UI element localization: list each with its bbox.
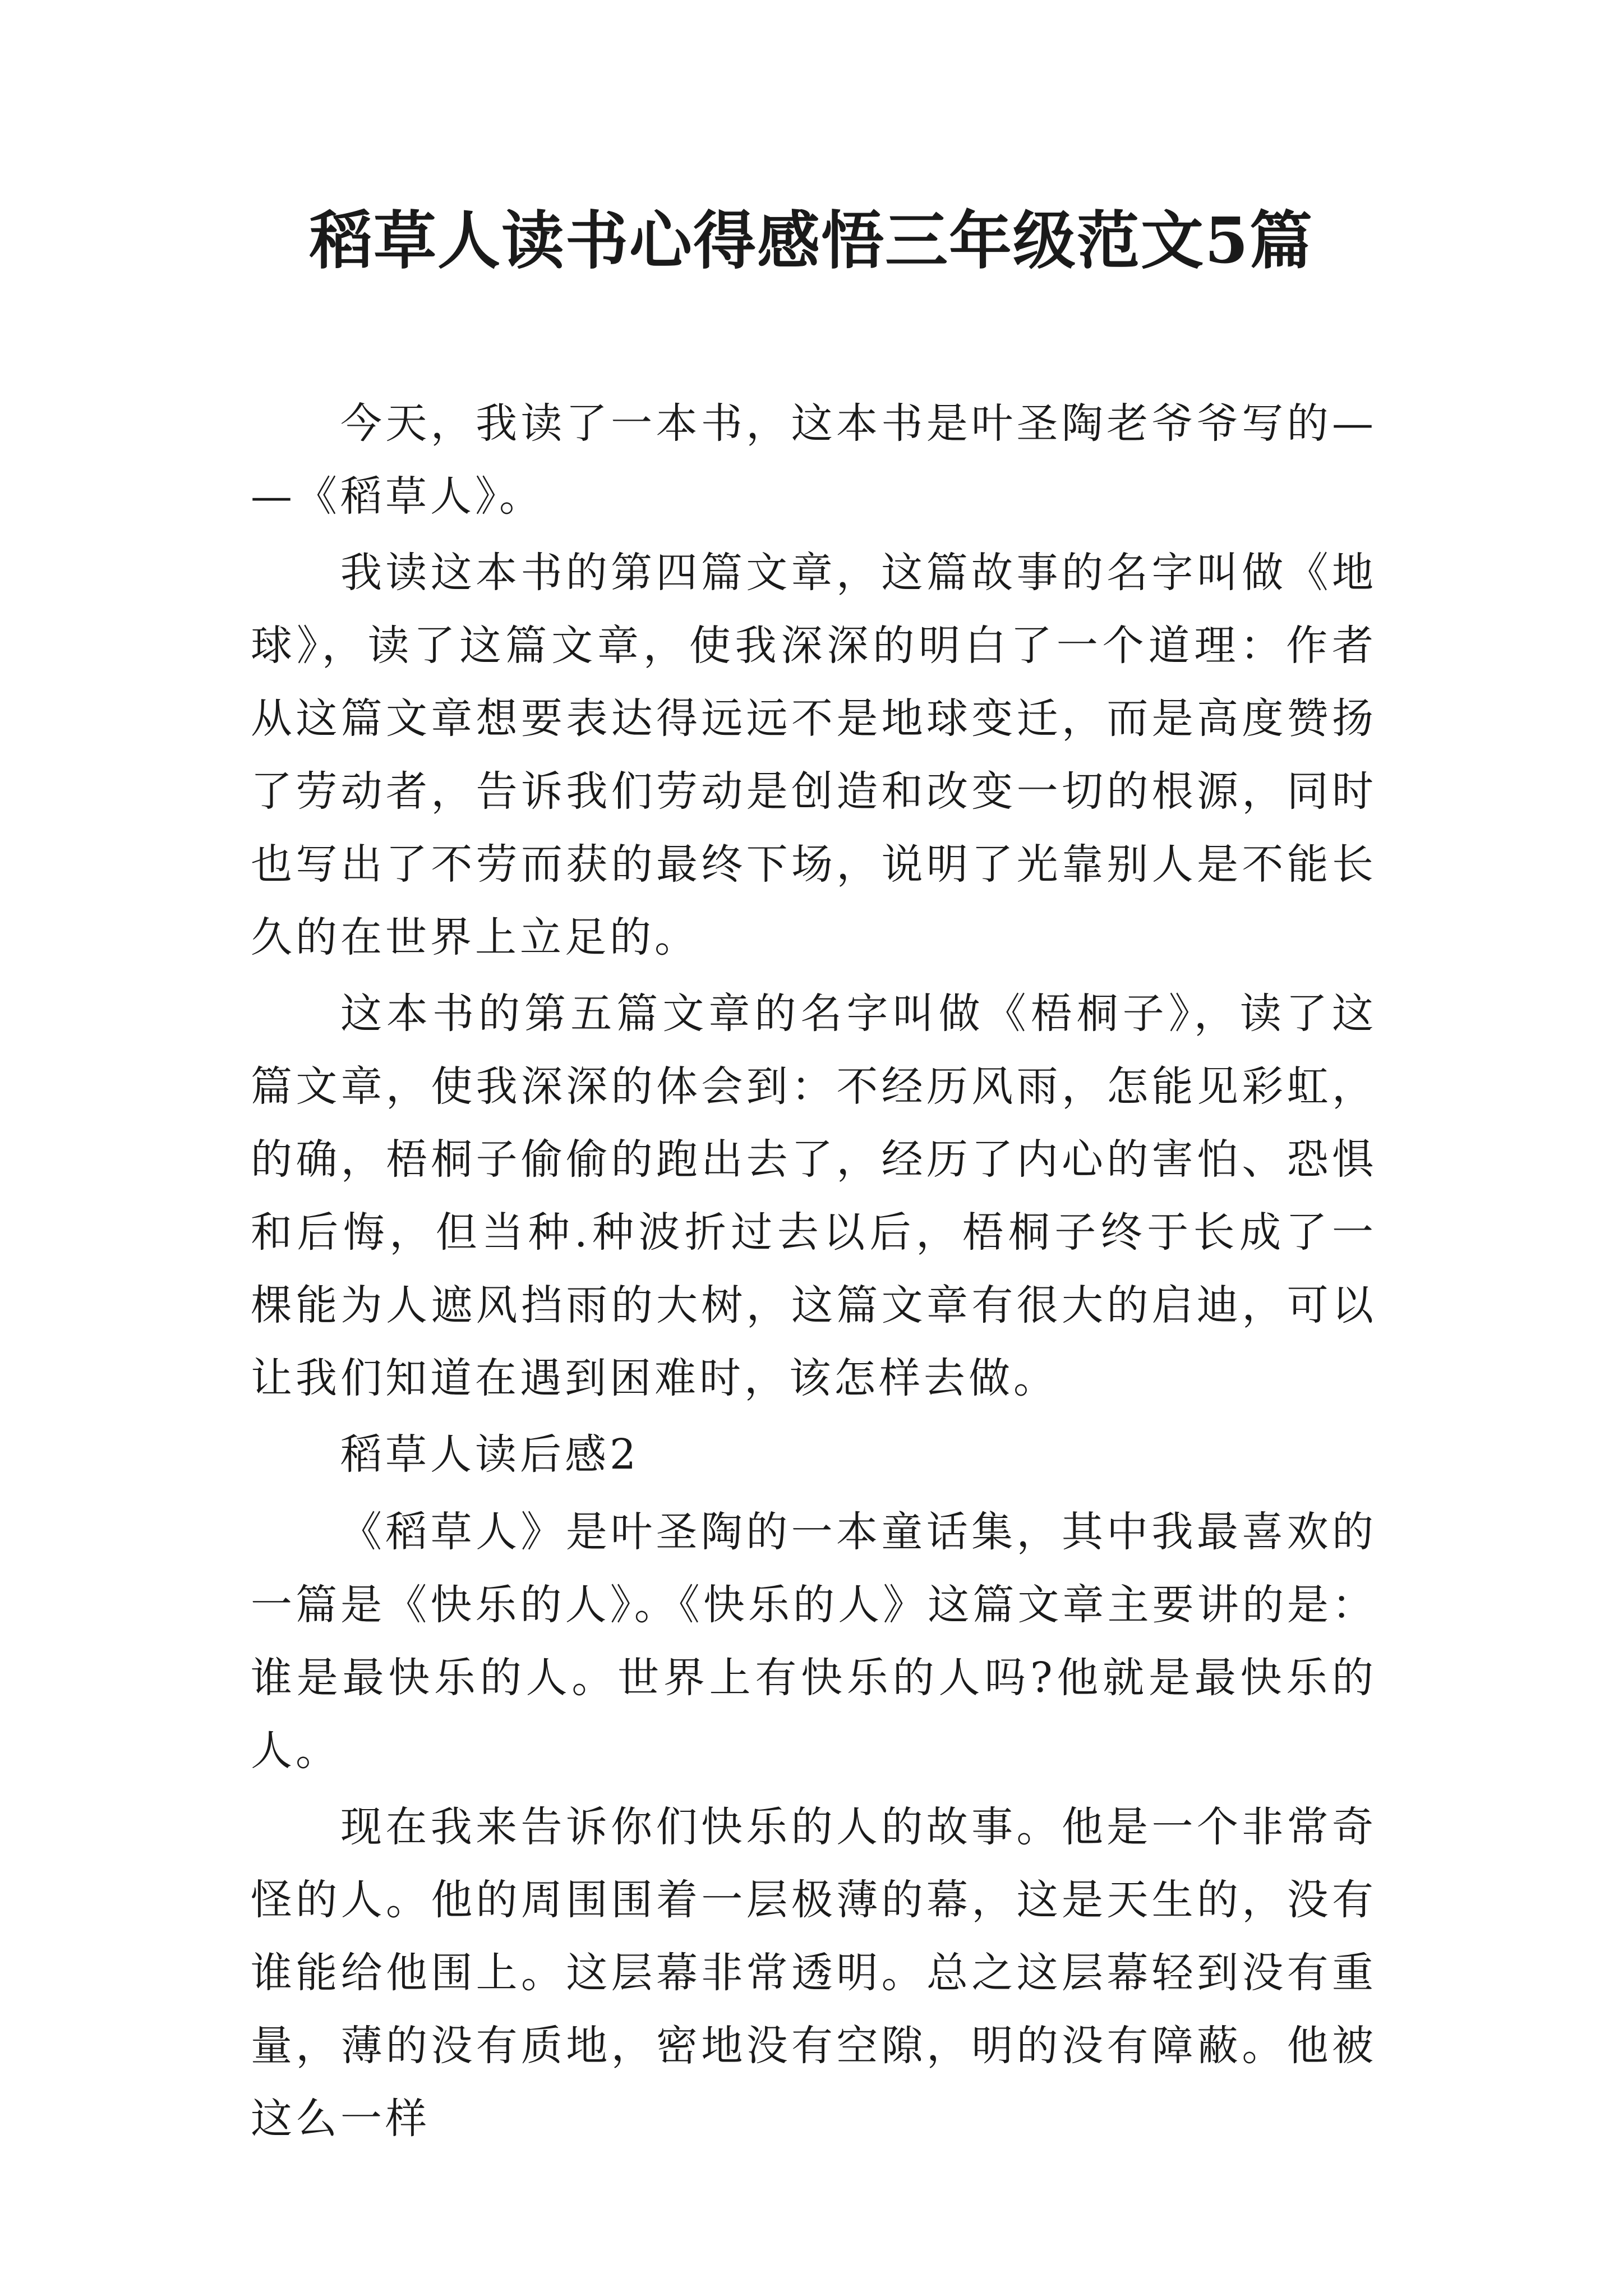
paragraph: 《稻草人》是叶圣陶的一本童话集，其中我最喜欢的一篇是《快乐的人》。《快乐的人》这篇文章主要讲的是：谁是最快乐的人。世界上有快乐的人吗?他就是最快乐的人。 <box>251 1508 1377 1775</box>
paragraph: 现在我来告诉你们快乐的人的故事。他是一个非常奇怪的人。他的周围围着一层极薄的幕，这是天生的，没有谁能给他围上。这层幕非常透明。总之这层幕轻到没有重量，薄的没有质地，密地没有空隙，明的没有障蔽。他被这么一样 <box>251 1803 1377 2143</box>
section-heading: 稻草人读后感2 <box>340 1430 640 1479</box>
paragraph: 这本书的第五篇文章的名字叫做《梧桐子》，读了这篇文章，使我深深的体会到：不经历风雨，怎能见彩虹，的确，梧桐子偷偷的跑出去了，经历了内心的害怕、恐惧和后悔，但当种.种波折过去以后，梧桐子终于长成了一棵能为人遮风挡雨的大树，这篇文章有很大的启迪，可以让我们知道在遇到困难时，该怎样去做。 <box>251 990 1377 1402</box>
document-title: 稻草人读书心得感悟三年级范文5篇 <box>310 204 1313 278</box>
document-body <box>251 387 1377 2159</box>
paragraph: 今天，我读了一本书，这本书是叶圣陶老爷爷写的— —《稻草人》。 <box>251 399 1377 521</box>
paragraph: 我读这本书的第四篇文章，这篇故事的名字叫做《地球》，读了这篇文章，使我深深的明白了一个道理：作者从这篇文章想要表达得远远不是地球变迁，而是高度赞扬了劳动者，告诉我们劳动是创造和改变一切的根源，同时也写出了不劳而获的最终下场，说明了光靠别人是不能长久的在世界上立足的。 <box>251 549 1377 961</box>
